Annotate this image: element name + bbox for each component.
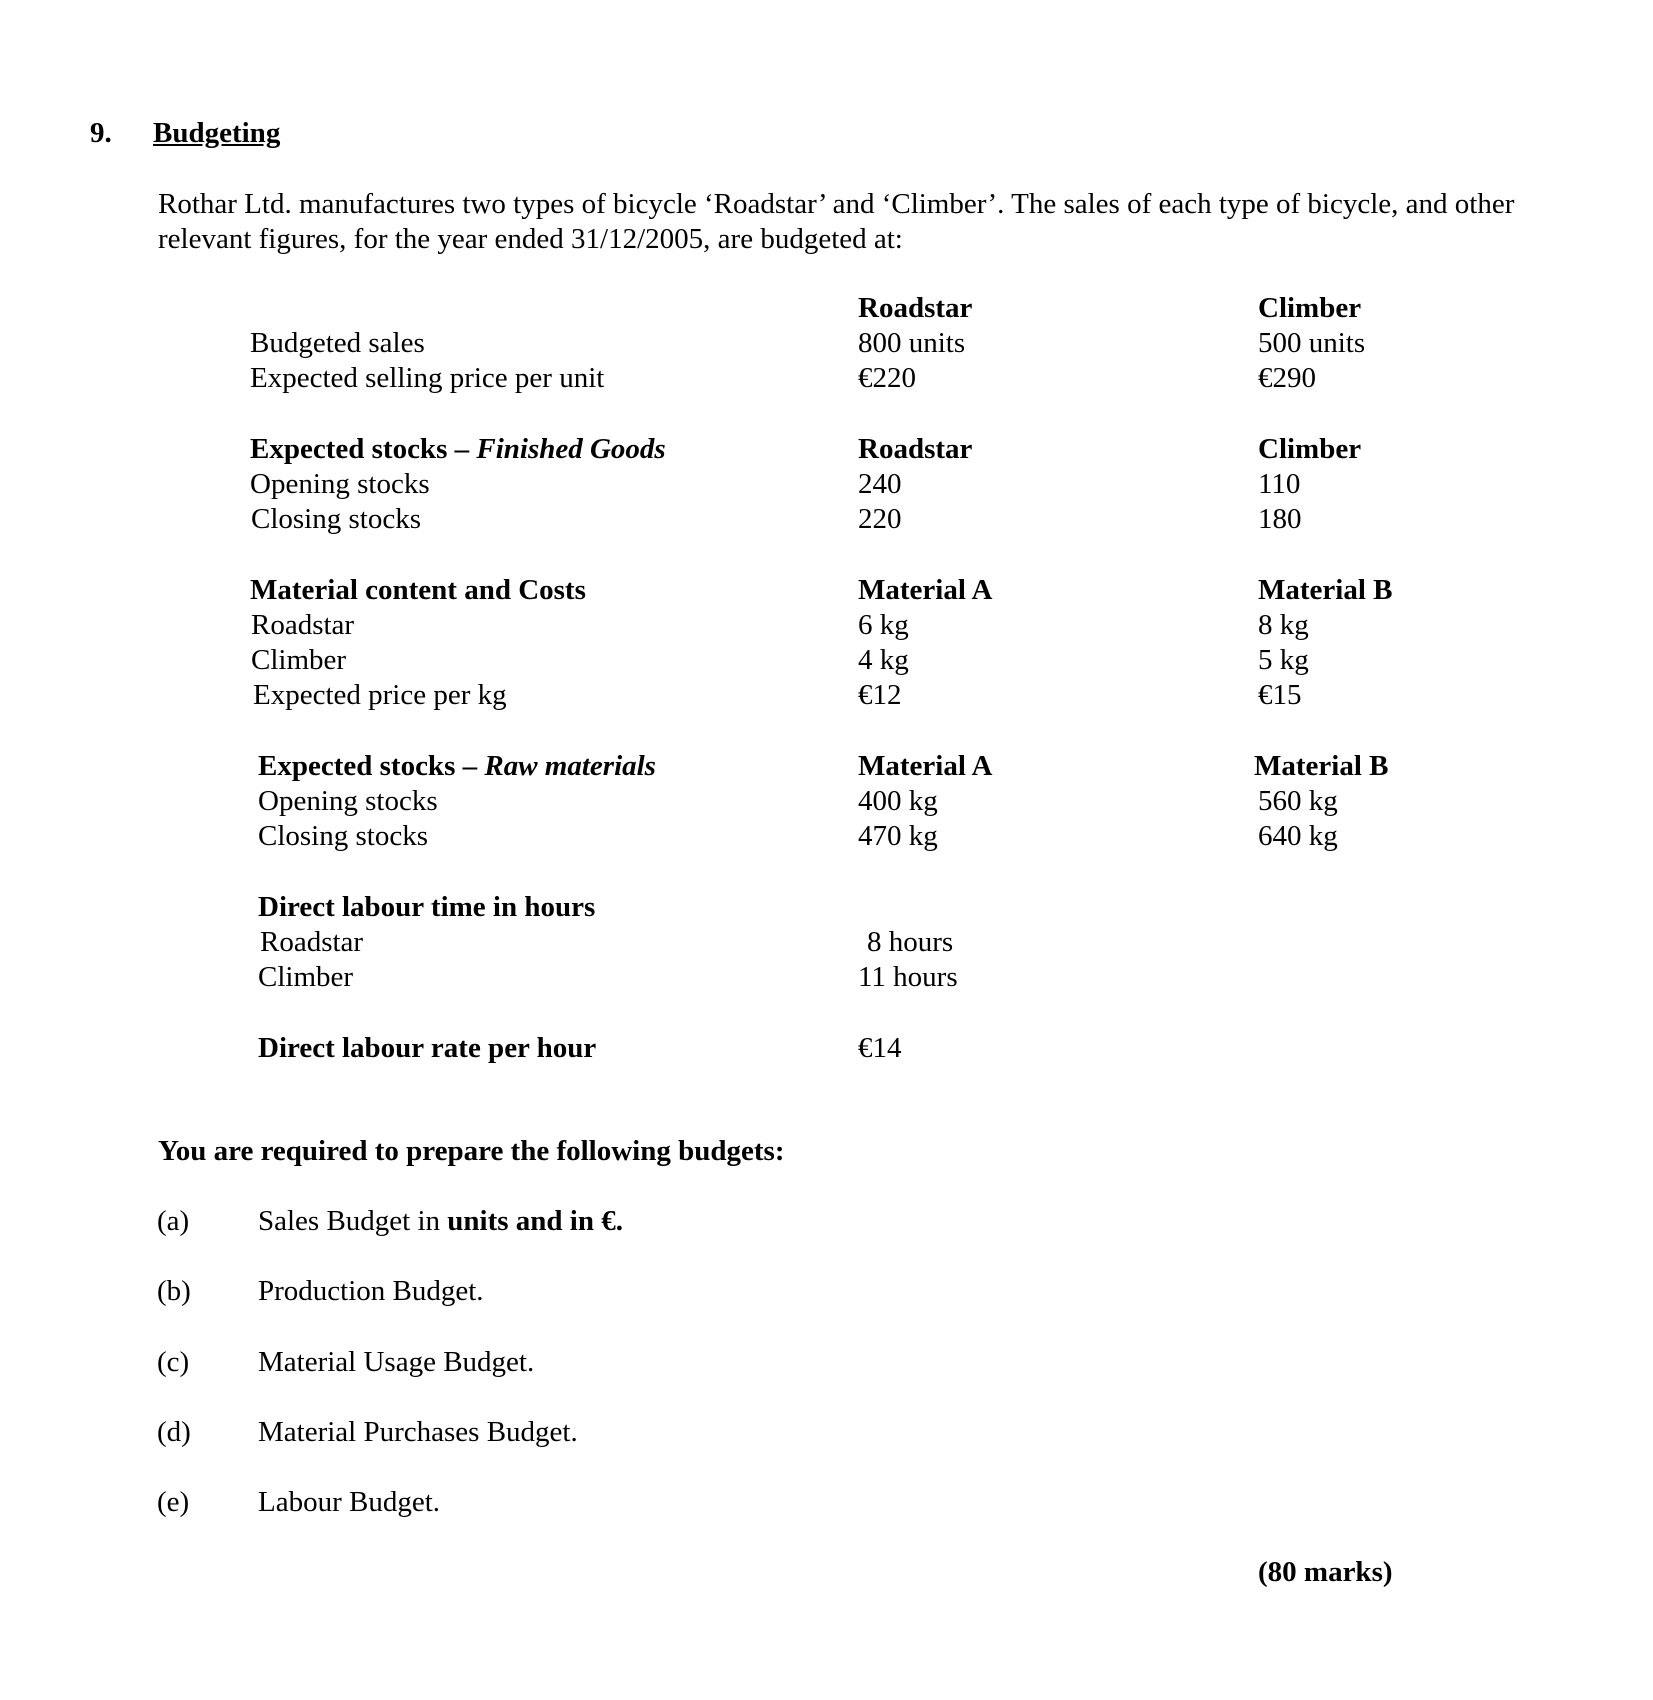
row-label: Climber	[258, 961, 354, 993]
lt-roadstar-row	[0, 925, 1653, 960]
material-b-value: 640 kg	[1258, 820, 1338, 852]
material-a-column-header: Material A	[858, 750, 993, 782]
mc-roadstar-row	[0, 608, 1653, 643]
row-label: Opening stocks	[250, 468, 430, 500]
lt-climber-row	[0, 960, 1653, 995]
row-label: Closing stocks	[258, 820, 428, 852]
climber-column-header: Climber	[1258, 292, 1362, 324]
row-label: Opening stocks	[258, 785, 438, 817]
row-label: Roadstar	[260, 926, 364, 958]
question-title: Budgeting	[153, 117, 281, 149]
row-label: Roadstar	[251, 609, 355, 641]
material-b-value: 560 kg	[1258, 785, 1338, 817]
material-a-value: 6 kg	[858, 609, 909, 641]
requirements-heading: You are required to prepare the following budgets:	[158, 1135, 785, 1167]
labour-time-header-row	[0, 890, 1653, 925]
row-label: Closing stocks	[251, 503, 421, 535]
roadstar-value: 240	[858, 468, 902, 500]
section-heading: Direct labour time in hours	[258, 891, 596, 923]
heading-bold-part: Expected stocks –	[250, 433, 477, 465]
material-a-value: 400 kg	[858, 785, 938, 817]
roadstar-value: 800 units	[858, 327, 966, 359]
labour-rate-row	[0, 1031, 1653, 1066]
material-b-value: 5 kg	[1258, 644, 1309, 676]
rm-opening-stocks-row	[0, 784, 1653, 819]
climber-value: 180	[1258, 503, 1302, 535]
roadstar-value: €220	[858, 362, 916, 394]
row-label: Budgeted sales	[250, 327, 425, 359]
fg-closing-stocks-row	[0, 502, 1653, 537]
heading-italic-part: Finished Goods	[476, 433, 666, 465]
material-b-column-header: Material B	[1258, 574, 1393, 606]
raw-materials-header-row	[0, 749, 1653, 784]
part-text-bold: units and in €.	[447, 1205, 623, 1237]
hours-value: 8 hours	[867, 926, 954, 958]
rate-value: €14	[858, 1032, 902, 1064]
fg-opening-stocks-row	[0, 467, 1653, 502]
hours-value: 11 hours	[858, 961, 958, 993]
material-a-value: 4 kg	[858, 644, 909, 676]
selling-price-row	[0, 361, 1653, 396]
section-heading	[258, 749, 656, 784]
material-b-column-header: Material B	[1254, 750, 1389, 782]
part-letter: (b)	[157, 1275, 191, 1307]
roadstar-value: 220	[858, 503, 902, 535]
row-label: Climber	[251, 644, 347, 676]
material-b-value: 8 kg	[1258, 609, 1309, 641]
section-heading	[250, 432, 666, 467]
material-content-header-row	[0, 573, 1653, 608]
part-text: Material Purchases Budget.	[258, 1416, 578, 1448]
heading-bold-part: Expected stocks –	[258, 750, 485, 782]
part-text: Material Usage Budget.	[258, 1346, 535, 1378]
roadstar-column-header: Roadstar	[858, 292, 973, 324]
climber-column-header: Climber	[1258, 433, 1362, 465]
heading-italic-part: Raw materials	[484, 750, 656, 782]
mc-price-row	[0, 678, 1653, 713]
part-letter: (c)	[157, 1346, 190, 1378]
row-label: Expected price per kg	[253, 679, 507, 711]
intro-paragraph: Rothar Ltd. manufactures two types of bicycle ‘Roadstar’ and ‘Climber’. The sales of each type of bicycle, and other relevant figures, for the year ended 31/12/2005, are budgeted at:	[158, 188, 1515, 255]
marks-total: (80 marks)	[1258, 1556, 1393, 1588]
roadstar-column-header: Roadstar	[858, 433, 973, 465]
climber-value: 500 units	[1258, 327, 1366, 359]
part-letter: (d)	[157, 1416, 191, 1448]
finished-goods-header-row	[0, 432, 1653, 467]
climber-value: 110	[1258, 468, 1301, 500]
budgeted-sales-row	[0, 326, 1653, 361]
material-b-value: €15	[1258, 679, 1302, 711]
part-letter: (a)	[157, 1205, 190, 1237]
material-a-value: 470 kg	[858, 820, 938, 852]
row-label: Expected selling price per unit	[250, 362, 605, 394]
climber-value: €290	[1258, 362, 1316, 394]
material-a-column-header: Material A	[858, 574, 993, 606]
sales-header-row	[0, 291, 1653, 326]
part-text: Production Budget.	[258, 1275, 484, 1307]
part-letter: (e)	[157, 1486, 190, 1518]
mc-climber-row	[0, 643, 1653, 678]
material-a-value: €12	[858, 679, 902, 711]
section-heading: Direct labour rate per hour	[258, 1032, 597, 1064]
section-heading: Material content and Costs	[250, 574, 586, 606]
part-text: Labour Budget.	[258, 1486, 441, 1518]
part-text	[258, 1204, 623, 1239]
part-text-plain: Sales Budget in	[258, 1205, 448, 1237]
question-number: 9.	[90, 117, 112, 149]
rm-closing-stocks-row	[0, 819, 1653, 854]
